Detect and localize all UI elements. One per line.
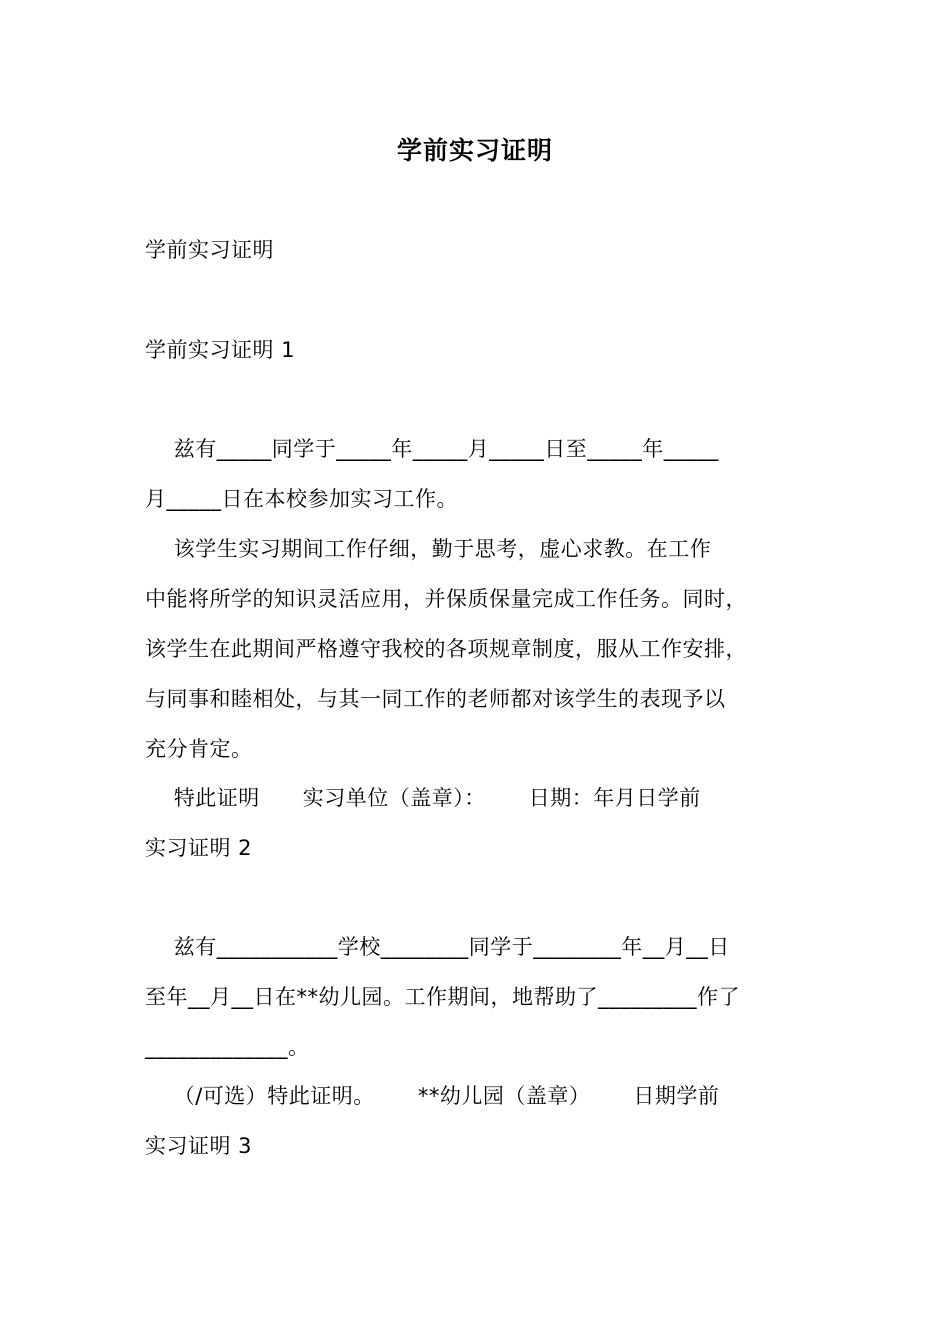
document-title: 学前实习证明 bbox=[396, 136, 553, 165]
paragraph-line: 中能将所学的知识灵活应用，并保质保量完成工作任务。同时， bbox=[145, 587, 747, 611]
paragraph-line: 月_____日在本校参加实习工作。 bbox=[145, 487, 458, 511]
section-heading-2: 实习证明 2 bbox=[145, 836, 253, 860]
paragraph-line: 兹有_____同学于_____年_____月_____日至_____年_____ bbox=[145, 437, 719, 461]
paragraph-line: 该学生实习期间工作仔细，勤于思考，虚心求教。在工作 bbox=[145, 537, 712, 561]
paragraph-line: 与同事和睦相处，与其一同工作的老师都对该学生的表现予以 bbox=[145, 687, 726, 711]
section-heading-3: 实习证明 3 bbox=[145, 1134, 253, 1158]
paragraph-line: 该学生在此期间严格遵守我校的各项规章制度，服从工作安排， bbox=[145, 637, 747, 661]
paragraph-line: （/可选）特此证明。 **幼儿园（盖章） 日期学前 bbox=[145, 1084, 720, 1108]
paragraph-line: 特此证明 实习单位（盖章）： 日期：年月日学前 bbox=[145, 786, 701, 810]
paragraph-line: 至年__月__日在**幼儿园。工作期间，地帮助了_________作了 bbox=[145, 985, 740, 1009]
paragraph-line: _____________。 bbox=[145, 1035, 310, 1059]
document-heading-line: 学前实习证明 bbox=[145, 238, 274, 262]
section-heading-1: 学前实习证明 1 bbox=[145, 338, 296, 362]
paragraph-line: 充分肯定。 bbox=[145, 737, 253, 761]
paragraph-line: 兹有___________学校________同学于________年__月__日 bbox=[145, 935, 730, 959]
